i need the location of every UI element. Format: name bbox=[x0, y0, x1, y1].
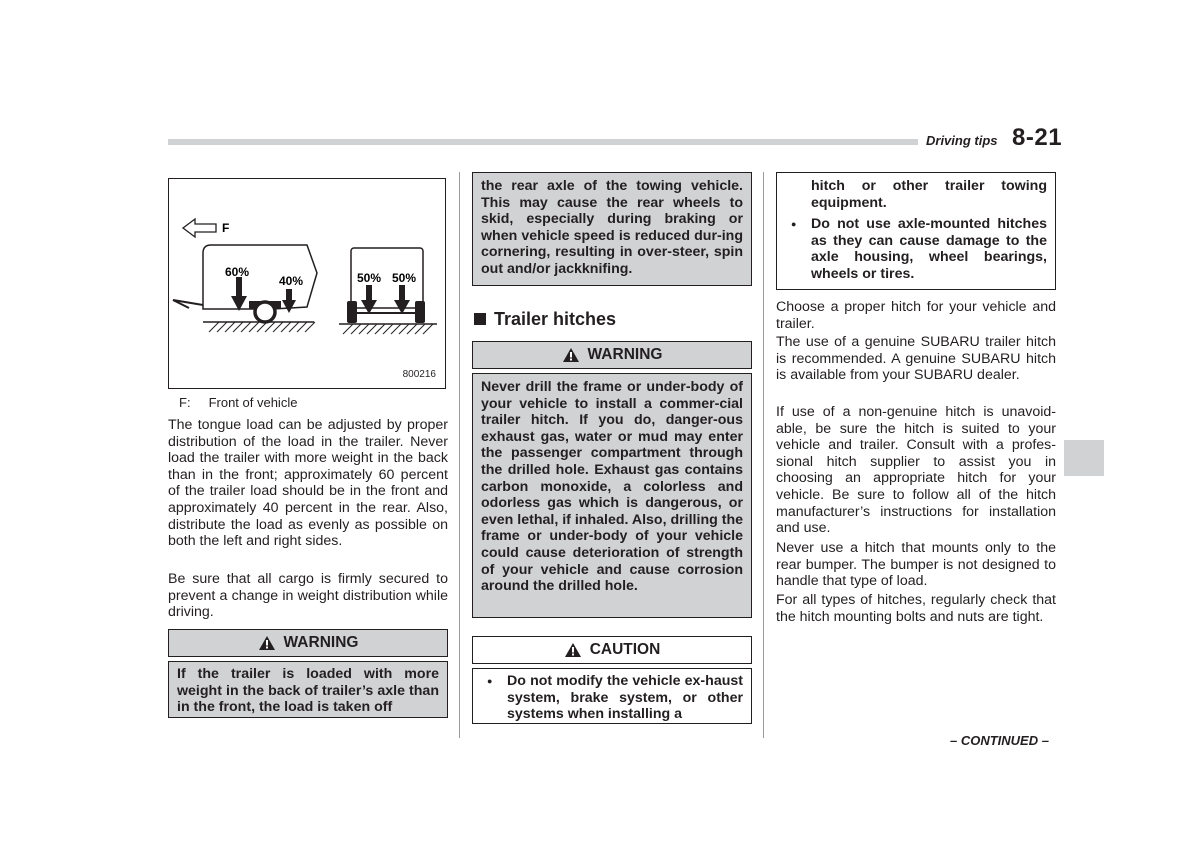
continued-marker: – CONTINUED – bbox=[950, 733, 1049, 748]
hitch-paragraph-5: For all types of hitches, regularly check that the hitch mounting bolts and nuts are tight. bbox=[776, 592, 1056, 625]
warning-icon bbox=[562, 347, 580, 363]
section-title: Driving tips bbox=[926, 133, 998, 148]
warning-header-2 bbox=[472, 341, 752, 369]
heading-bullet-icon bbox=[474, 313, 486, 325]
chapter-tab bbox=[1064, 440, 1104, 476]
caption-key: F: bbox=[179, 395, 191, 410]
trailer-load-figure bbox=[168, 178, 446, 389]
caution-item: ● Do not modify the vehicle ex-haust system, brake system, or other systems when installing a bbox=[481, 673, 743, 723]
trailer-load-illustration bbox=[169, 179, 447, 390]
section-heading bbox=[474, 309, 616, 330]
heading-text: Trailer hitches bbox=[494, 309, 617, 329]
caption-text: Front of vehicle bbox=[208, 395, 298, 410]
warning-body-1: If the trailer is loaded with more weight in the back of trailer’s axle than in the front, the load is taken off bbox=[168, 661, 448, 718]
rear-wheel-right bbox=[415, 301, 425, 323]
forward-arrow-icon bbox=[183, 219, 216, 237]
warning-title: WARNING bbox=[587, 346, 663, 363]
figure-code: 800216 bbox=[402, 369, 436, 380]
caution-body-continued bbox=[776, 172, 1056, 290]
column-divider bbox=[459, 172, 460, 738]
figure-caption bbox=[179, 395, 297, 410]
warning-title: WARNING bbox=[283, 634, 359, 651]
caution-cont-text: hitch or other trailer towing equipment. bbox=[811, 178, 1047, 211]
caution-title: CAUTION bbox=[589, 641, 661, 658]
trailer-wheel bbox=[255, 302, 275, 322]
warning-body-2: Never drill the frame or under-body of your vehicle to install a commer-cial trailer hitch. If you do, danger-ous exhaust gas, water or mud may enter the passenger compartment through the drilled hole. Exhaust gas contains carbon monoxide, a colorless and odorless gas which is dangerous, or even lethal, if inhaled. Also, drilling the frame or under-body of your vehicle could cause deterioration of strength of your vehicle and cause corrosion around the drilled hole. bbox=[472, 373, 752, 618]
page-number: 8-21 bbox=[1012, 124, 1063, 151]
caution-item: ● Do not use axle-mounted hitches as they can cause damage to the axle housing, wheel bearings, wheels or tires. bbox=[785, 216, 1047, 282]
forward-label: F bbox=[222, 221, 230, 235]
hitch-paragraph-2: The use of a genuine SUBARU trailer hitch is recommended. A genuine SUBARU hitch is available from your SUBARU dealer. bbox=[776, 334, 1056, 384]
header-rule bbox=[168, 139, 918, 145]
tongue-load-paragraph: The tongue load can be adjusted by proper distribution of the load in the trailer. Never load the trailer with more weight in the back than in the front; approximately 60 percent of the trailer load should be in the front and approximately 40 percent in the rear. Also, distribute the load as evenly as possible on both the left and right sides. bbox=[168, 417, 448, 550]
hitch-paragraph-4: Never use a hitch that mounts only to the rear bumper. The bumper is not designed to handle that type of load. bbox=[776, 540, 1056, 590]
warning-body-continued: the rear axle of the towing vehicle. This may cause the rear wheels to skid, especially during braking or when vehicle speed is reduced dur-ing cornering, resulting in over-steer, spin out and/or jackknifing. bbox=[472, 172, 752, 286]
hitch-paragraph-3: If use of a non-genuine hitch is unavoid-able, be sure the hitch is suited to your vehicle and trailer. Consult with a profes-sional hitch supplier to assist you in choosing an appropriate hitch for your vehicle. Be sure to follow all of the hitch manufacturer’s instructions for installation and use. bbox=[776, 404, 1056, 537]
pct-front: 60% bbox=[225, 265, 250, 279]
caution-header bbox=[472, 636, 752, 664]
pct-right: 50% bbox=[392, 271, 417, 285]
rear-wheel-left bbox=[347, 301, 357, 323]
pct-rear: 40% bbox=[279, 274, 304, 288]
cargo-paragraph: Be sure that all cargo is firmly secured to prevent a change in weight distribution while driving. bbox=[168, 571, 448, 621]
pct-left: 50% bbox=[357, 271, 382, 285]
caution-icon bbox=[564, 642, 582, 658]
hitch-paragraph-1: Choose a proper hitch for your vehicle and trailer. bbox=[776, 299, 1056, 332]
column-divider bbox=[763, 172, 764, 738]
warning-icon bbox=[258, 635, 276, 651]
caution-body bbox=[472, 668, 752, 724]
warning-header-1 bbox=[168, 629, 448, 657]
